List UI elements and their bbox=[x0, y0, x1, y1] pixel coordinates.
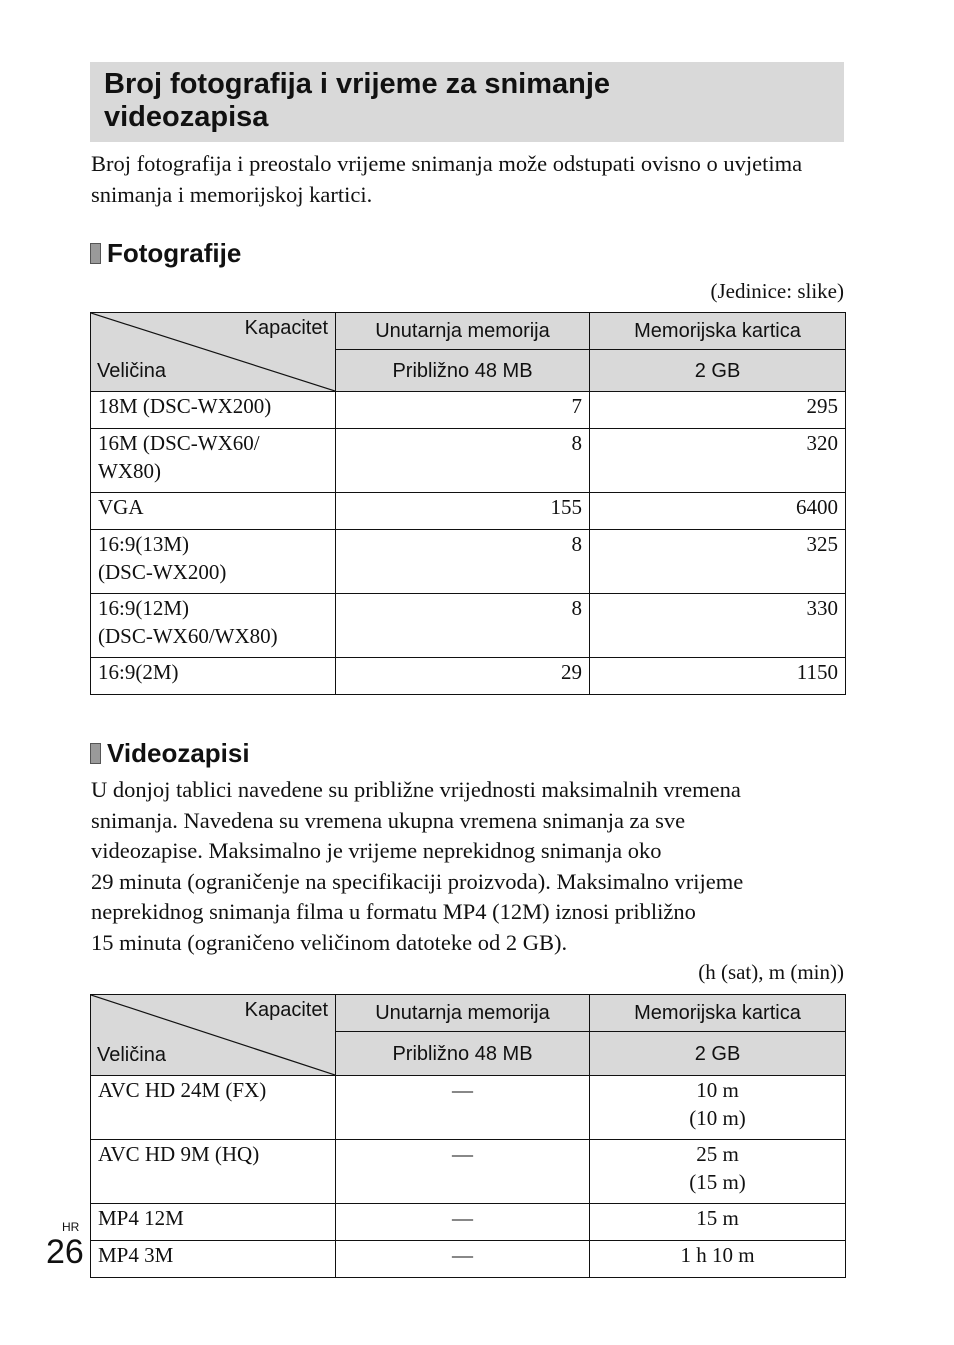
card-cell: 1 h 10 m bbox=[590, 1241, 846, 1278]
size-cell: 16:9(13M) (DSC-WX200) bbox=[91, 530, 336, 594]
capacity-label: Kapacitet bbox=[244, 999, 328, 1021]
page-title bbox=[104, 68, 830, 134]
column-subheader-internal: Približno 48 MB bbox=[336, 1032, 590, 1076]
internal-cell: — bbox=[336, 1204, 590, 1241]
size-cell: MP4 12M bbox=[91, 1204, 336, 1241]
photos-heading bbox=[90, 238, 241, 268]
table-row bbox=[91, 1241, 846, 1278]
column-header-card: Memorijska kartica bbox=[590, 995, 846, 1032]
table-row bbox=[91, 530, 846, 594]
diagonal-header-cell bbox=[91, 995, 336, 1076]
table-header-row bbox=[91, 313, 846, 350]
column-header-card: Memorijska kartica bbox=[590, 313, 846, 350]
photos-unit-note: (Jedinice: slike) bbox=[710, 279, 844, 303]
size-label: Veličina bbox=[97, 1044, 166, 1066]
size-label: Veličina bbox=[97, 360, 166, 382]
videos-table bbox=[90, 994, 846, 1278]
language-code: HR bbox=[62, 1220, 80, 1234]
column-header-internal: Unutarnja memorija bbox=[336, 995, 590, 1032]
table-row bbox=[91, 1076, 846, 1140]
internal-cell: — bbox=[336, 1076, 590, 1140]
internal-cell: 8 bbox=[336, 429, 590, 493]
card-cell: 10 m (10 m) bbox=[590, 1076, 846, 1140]
card-cell: 320 bbox=[590, 429, 846, 493]
card-cell: 1150 bbox=[590, 658, 846, 695]
square-bullet-icon bbox=[90, 743, 101, 764]
photos-table bbox=[90, 312, 846, 695]
column-subheader-internal: Približno 48 MB bbox=[336, 350, 590, 392]
internal-cell: 8 bbox=[336, 594, 590, 658]
column-subheader-card: 2 GB bbox=[590, 350, 846, 392]
videos-unit-note: (h (sat), m (min)) bbox=[698, 960, 844, 984]
internal-cell: 155 bbox=[336, 493, 590, 530]
table-row bbox=[91, 658, 846, 695]
section-title-box bbox=[90, 62, 844, 142]
size-cell: 16:9(12M) (DSC-WX60/WX80) bbox=[91, 594, 336, 658]
videos-paragraph: U donjoj tablici navedene su približne vrijednosti maksimalnih vremena snimanja. Navedena su vremena ukupna vremena snimanja za sve videozapise. Maksimalno je vrijeme neprekidnog snimanja oko 29 minuta (ograničenje na specifikaciji proizvoda). Maksimalno vrijeme neprekidnog snimanja filma u formatu MP4 (12M) iznosi približno 15 minuta (ograničeno veličinom datoteke od 2 GB). bbox=[91, 777, 744, 955]
size-cell: VGA bbox=[91, 493, 336, 530]
size-cell: 18M (DSC-WX200) bbox=[91, 392, 336, 429]
size-cell: 16:9(2M) bbox=[91, 658, 336, 695]
table-header-row bbox=[91, 995, 846, 1032]
title-line-2: videozapisa bbox=[104, 101, 269, 133]
page-number: 26 bbox=[46, 1233, 84, 1271]
card-cell: 25 m (15 m) bbox=[590, 1140, 846, 1204]
card-cell: 325 bbox=[590, 530, 846, 594]
column-subheader-card: 2 GB bbox=[590, 1032, 846, 1076]
internal-cell: — bbox=[336, 1241, 590, 1278]
card-cell: 6400 bbox=[590, 493, 846, 530]
internal-cell: 7 bbox=[336, 392, 590, 429]
column-header-internal: Unutarnja memorija bbox=[336, 313, 590, 350]
card-cell: 330 bbox=[590, 594, 846, 658]
videos-heading bbox=[90, 738, 250, 768]
photos-heading-text: Fotografije bbox=[107, 238, 242, 268]
size-cell: AVC HD 9M (HQ) bbox=[91, 1140, 336, 1204]
diagonal-header-cell bbox=[91, 313, 336, 392]
intro-paragraph: Broj fotografija i preostalo vrijeme snimanja može odstupati ovisno o uvjetima snimanja i memorijskoj kartici. bbox=[91, 151, 803, 207]
square-bullet-icon bbox=[90, 243, 101, 264]
internal-cell: 8 bbox=[336, 530, 590, 594]
size-cell: MP4 3M bbox=[91, 1241, 336, 1278]
internal-cell: — bbox=[336, 1140, 590, 1204]
table-row bbox=[91, 429, 846, 493]
size-cell: 16M (DSC-WX60/ WX80) bbox=[91, 429, 336, 493]
table-row bbox=[91, 493, 846, 530]
table-row bbox=[91, 1140, 846, 1204]
capacity-label: Kapacitet bbox=[244, 317, 328, 339]
card-cell: 15 m bbox=[590, 1204, 846, 1241]
card-cell: 295 bbox=[590, 392, 846, 429]
videos-heading-text: Videozapisi bbox=[107, 738, 250, 768]
table-row bbox=[91, 1204, 846, 1241]
table-row bbox=[91, 594, 846, 658]
title-line-1: Broj fotografija i vrijeme za snimanje bbox=[104, 68, 611, 100]
internal-cell: 29 bbox=[336, 658, 590, 695]
table-row bbox=[91, 392, 846, 429]
size-cell: AVC HD 24M (FX) bbox=[91, 1076, 336, 1140]
